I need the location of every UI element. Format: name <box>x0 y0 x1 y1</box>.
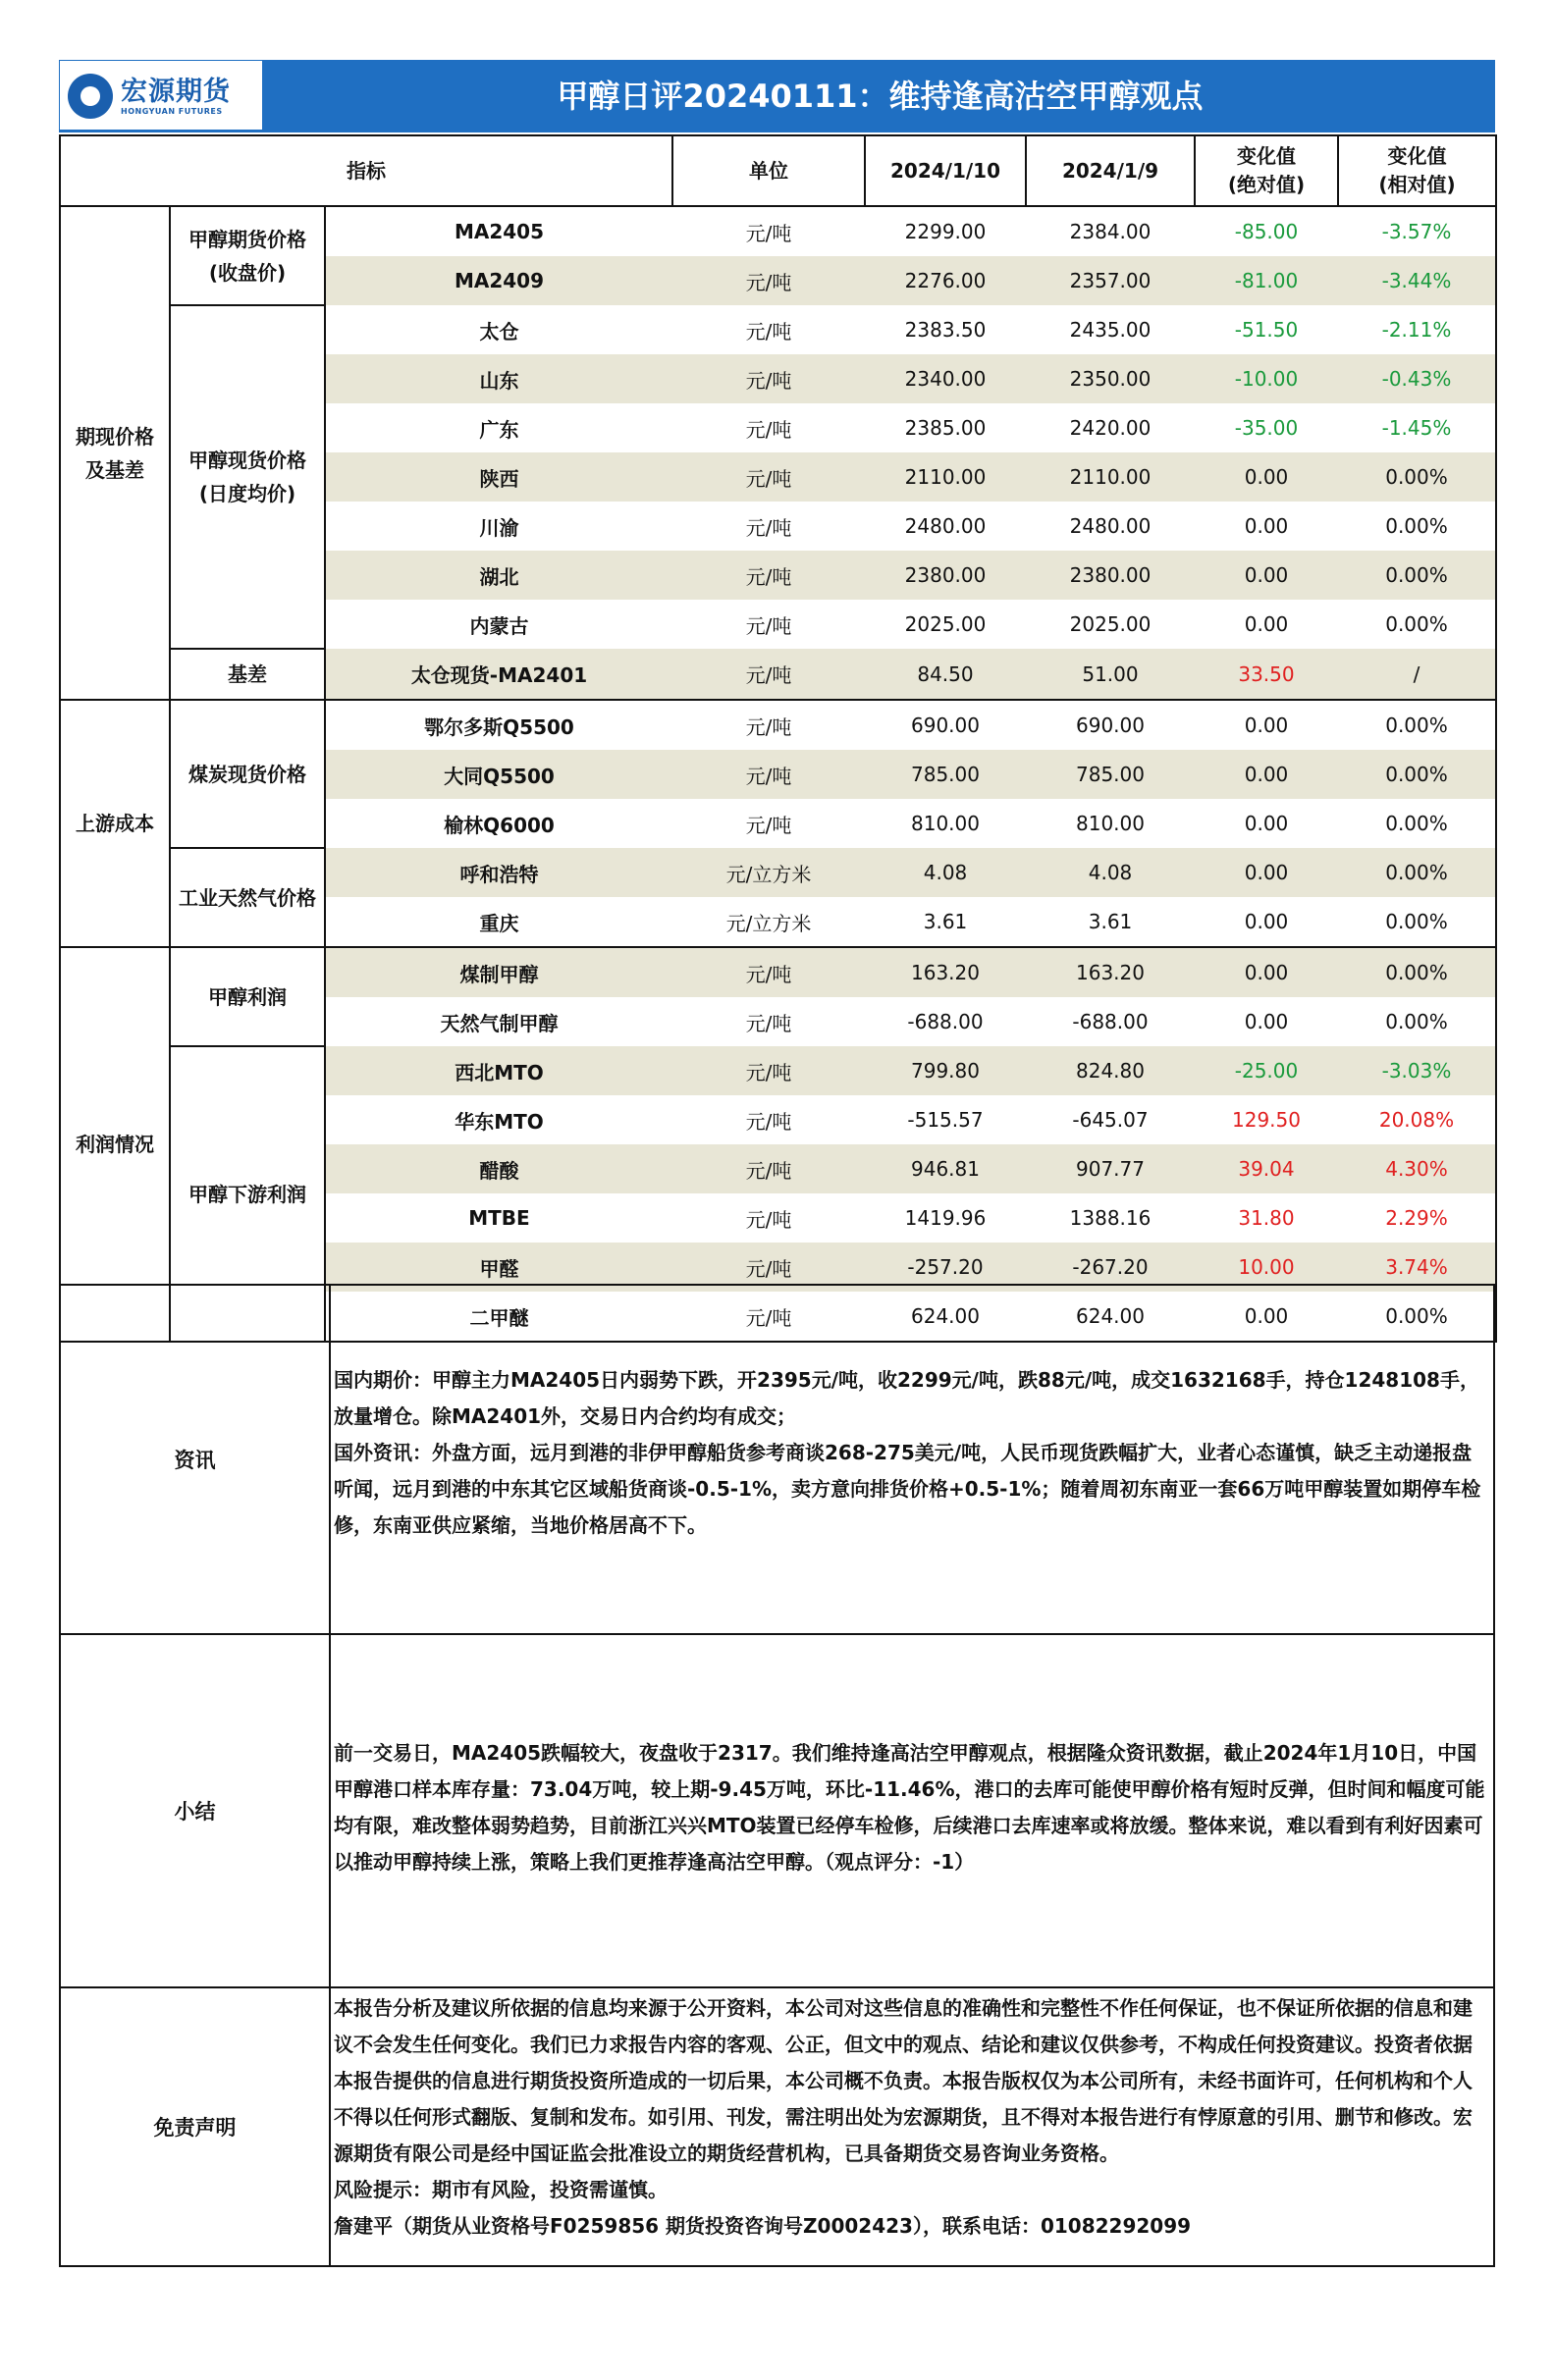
value-date2-cell: 1388.16 <box>1069 1206 1152 1230</box>
indicator-cell: 华东MTO <box>325 1095 672 1144</box>
value-date2-cell: 2480.00 <box>1069 514 1152 538</box>
unit-cell: 元/吨 <box>745 319 792 344</box>
header-indicator: 指标 <box>60 135 672 206</box>
indicator-cell: 煤制甲醇 <box>325 947 672 997</box>
value-date2-cell: -688.00 <box>1072 1010 1149 1033</box>
section-label: 利润情况 <box>60 947 170 1342</box>
indicator-cell: 榆林Q6000 <box>325 799 672 848</box>
rel-change-cell: 0.00% <box>1338 1292 1496 1342</box>
value-date1-cell: 799.80 <box>865 1046 1026 1095</box>
news-section <box>59 1284 1495 1635</box>
abs-change-cell: 0.00 <box>1195 551 1338 600</box>
indicator-table <box>59 134 1497 1343</box>
rel-change-cell: 4.30% <box>1338 1144 1496 1193</box>
abs-change-cell: 0.00 <box>1244 812 1289 835</box>
rel-change-cell: 3.74% <box>1338 1243 1496 1292</box>
summary-paragraph: 前一交易日，MA2405跌幅较大，夜盘收于2317。我们维持逢高沽空甲醇观点，根据隆众资讯数据，截止2024年1月10日，中国甲醇港口样本库存量：73.04万吨，较上期-9.45万吨，环比-11.46%，港口的去库可能使甲醇价格有短时反弹，但时间和幅度可能均有限，难改整体弱势趋势，目前浙江兴兴MTO装置已经停车检修，后续港口去库速率或将放缓。整体来说，难以看到有利好因素可以推动甲醇持续上涨，策略上我们更推荐逢高沽空甲醇。（观点评分：-1） <box>334 1741 1485 1874</box>
indicator-cell: 太仓 <box>325 305 672 354</box>
indicator-cell: 湖北 <box>325 551 672 600</box>
news-paragraph: 国外资讯：外盘方面，远月到港的非伊甲醇船货参考商谈268-275美元/吨，人民币现货跌幅扩大，业者心态谨慎，缺乏主动递报盘听闻，远月到港的中东其它区域船货商谈-0.5-1%，卖方意向排货价格+0.5-1%；随着周初东南亚一套66万吨甲醇装置如期停车检修，东南亚供应紧缩，当地价格居高不下。 <box>334 1441 1481 1537</box>
table-row <box>60 848 1496 897</box>
abs-change-cell: 0.00 <box>1195 750 1338 799</box>
news-body <box>334 1362 1487 1544</box>
group-label: 基差 <box>170 649 325 700</box>
unit-cell: 元/吨 <box>745 813 792 837</box>
rel-change-cell: -3.44% <box>1338 256 1496 305</box>
value-date2-cell: 2435.00 <box>1069 318 1152 342</box>
value-date2-cell: 2350.00 <box>1026 354 1195 403</box>
table-row <box>60 1046 1496 1095</box>
unit-cell: 元/吨 <box>745 417 792 442</box>
indicator-cell: MA2405 <box>325 206 672 256</box>
summary-label: 小结 <box>61 1635 331 1986</box>
abs-change-cell: -10.00 <box>1195 354 1338 403</box>
rel-change-cell: -0.43% <box>1338 354 1496 403</box>
value-date1-cell: 690.00 <box>911 714 980 737</box>
risk-warning: 风险提示：期市有风险，投资需谨慎。 <box>334 2178 668 2201</box>
indicator-cell: 内蒙古 <box>325 600 672 649</box>
value-date1-cell: 2380.00 <box>865 551 1026 600</box>
abs-change-cell: 33.50 <box>1195 649 1338 700</box>
unit-cell: 元/吨 <box>745 221 792 245</box>
value-date1-cell: -515.57 <box>907 1108 984 1132</box>
indicator-cell: 太仓现货-MA2401 <box>325 649 672 700</box>
indicator-cell: 广东 <box>325 403 672 452</box>
disclaimer-section <box>59 1986 1495 2267</box>
value-date2-cell: 2384.00 <box>1069 220 1152 243</box>
news-paragraph: 国内期价：甲醇主力MA2405日内弱势下跌，开2395元/吨，收2299元/吨，跌88元/吨，成交1632168手，持仓1248108手，放量增仓。除MA2401外，交易日内合约均有成交； <box>334 1368 1479 1428</box>
value-date1-cell: 1419.96 <box>904 1206 987 1230</box>
table-row <box>60 206 1496 256</box>
indicator-cell: 山东 <box>325 354 672 403</box>
abs-change-cell: -81.00 <box>1195 256 1338 305</box>
unit-cell: 元/吨 <box>672 354 865 403</box>
rel-change-cell: 0.00% <box>1338 997 1496 1046</box>
header-date2: 2024/1/9 <box>1026 135 1195 206</box>
rel-change-cell: -3.03% <box>1338 1046 1496 1095</box>
disclaimer-paragraph: 本报告分析及建议所依据的信息均来源于公开资料，本公司对这些信息的准确性和完整性不作任何保证，也不保证所依据的信息和建议不会发生任何变化。我们已力求报告内容的客观、公正，但文中的观点、结论和建议仅供参考，不构成任何投资建议。投资者依据本报告提供的信息进行期货投资所造成的一切后果，本公司概不负责。本报告版权仅为本公司所有，未经书面许可，任何机构和个人不得以任何形式翻版、复制和发布。如引用、刊发，需注明出处为宏源期货，且不得对本报告进行有悖原意的引用、删节和修改。宏源期货有限公司是经中国证监会批准设立的期货经营机构，已具备期货交易咨询业务资格。 <box>334 1996 1473 2165</box>
group-label: 甲醇利润 <box>170 947 325 1046</box>
table-row <box>60 649 1496 700</box>
report-title: 甲醇日评20240111：维持逢高沽空甲醇观点 <box>557 78 1204 115</box>
unit-cell: 元/吨 <box>672 1046 865 1095</box>
value-date2-cell: 2380.00 <box>1026 551 1195 600</box>
rel-change-cell: 0.00% <box>1338 848 1496 897</box>
rel-change-cell: -2.11% <box>1338 305 1496 354</box>
header-unit: 单位 <box>672 135 865 206</box>
rel-change-cell: 0.00% <box>1338 750 1496 799</box>
indicator-cell: 大同Q5500 <box>325 750 672 799</box>
rel-change-cell: -3.57% <box>1338 206 1496 256</box>
value-date2-cell: 624.00 <box>1026 1292 1195 1342</box>
unit-cell: 元/吨 <box>672 1243 865 1292</box>
value-date2-cell: 3.61 <box>1026 897 1195 947</box>
rel-change-cell: 0.00% <box>1338 700 1496 750</box>
value-date1-cell: 2385.00 <box>904 416 987 440</box>
logo-cn-text: 宏源期货 <box>121 77 231 107</box>
group-label: 甲醇现货价格 (日度均价) <box>170 305 325 649</box>
value-date1-cell: 946.81 <box>865 1144 1026 1193</box>
value-date1-cell: 2110.00 <box>865 452 1026 502</box>
table-row <box>60 700 1496 750</box>
disclaimer-body <box>334 1990 1487 2245</box>
unit-cell: 元/立方米 <box>672 848 865 897</box>
value-date1-cell: 624.00 <box>865 1292 1026 1342</box>
unit-cell: 元/吨 <box>672 452 865 502</box>
value-date1-cell: 4.08 <box>865 848 1026 897</box>
value-date2-cell: 2357.00 <box>1026 256 1195 305</box>
value-date1-cell: 84.50 <box>865 649 1026 700</box>
value-date1-cell: 2383.50 <box>904 318 987 342</box>
value-date2-cell: 51.00 <box>1026 649 1195 700</box>
abs-change-cell: 0.00 <box>1195 1292 1338 1342</box>
unit-cell: 元/吨 <box>672 256 865 305</box>
abs-change-cell: 129.50 <box>1232 1108 1301 1132</box>
value-date1-cell: -688.00 <box>907 1010 984 1033</box>
value-date2-cell: 2420.00 <box>1069 416 1152 440</box>
indicator-cell: 陕西 <box>325 452 672 502</box>
indicator-cell: 甲醛 <box>325 1243 672 1292</box>
value-date2-cell: 2110.00 <box>1026 452 1195 502</box>
abs-change-cell: 0.00 <box>1195 452 1338 502</box>
section-label: 上游成本 <box>60 700 170 947</box>
unit-cell: 元/吨 <box>672 1144 865 1193</box>
abs-change-cell: 0.00 <box>1244 714 1289 737</box>
rel-change-cell: 0.00% <box>1338 452 1496 502</box>
unit-cell: 元/吨 <box>672 649 865 700</box>
group-label: 煤炭现货价格 <box>170 700 325 848</box>
rel-change-cell: 0.00% <box>1338 600 1496 649</box>
indicator-cell: 二甲醚 <box>325 1292 672 1342</box>
analyst-contact: 詹建平（期货从业资格号F0259856 期货投资咨询号Z0002423），联系电话：01082292099 <box>334 2214 1192 2238</box>
unit-cell: 元/吨 <box>672 750 865 799</box>
abs-change-cell: 0.00 <box>1244 612 1289 636</box>
rel-change-cell: 2.29% <box>1338 1193 1496 1243</box>
indicator-cell: 川渝 <box>325 502 672 551</box>
value-date1-cell: 785.00 <box>865 750 1026 799</box>
rel-change-cell: / <box>1338 649 1496 700</box>
value-date2-cell: -645.07 <box>1072 1108 1149 1132</box>
value-date1-cell: 2480.00 <box>904 514 987 538</box>
summary-body <box>334 1735 1487 1880</box>
rel-change-cell: 0.00% <box>1338 799 1496 848</box>
value-date2-cell: 907.77 <box>1026 1144 1195 1193</box>
value-date1-cell: 810.00 <box>911 812 980 835</box>
table-body <box>60 206 1496 1342</box>
value-date1-cell: 2340.00 <box>865 354 1026 403</box>
table-header-row <box>60 135 1496 206</box>
value-date2-cell: 824.80 <box>1026 1046 1195 1095</box>
news-label: 资讯 <box>61 1286 331 1633</box>
unit-cell: 元/吨 <box>745 1207 792 1232</box>
indicator-cell: 鄂尔多斯Q5500 <box>325 700 672 750</box>
header-abs-change: 变化值 (绝对值) <box>1195 135 1338 206</box>
value-date1-cell: -257.20 <box>865 1243 1026 1292</box>
value-date1-cell: 163.20 <box>865 947 1026 997</box>
logo-mark-icon <box>68 74 113 119</box>
value-date2-cell: 163.20 <box>1026 947 1195 997</box>
header-rel-change: 变化值 (相对值) <box>1338 135 1496 206</box>
indicator-cell: 重庆 <box>325 897 672 947</box>
abs-change-cell: -51.50 <box>1234 318 1299 342</box>
unit-cell: 元/吨 <box>745 714 792 739</box>
indicator-cell: MA2409 <box>325 256 672 305</box>
indicator-cell: 天然气制甲醇 <box>325 997 672 1046</box>
indicator-cell: 呼和浩特 <box>325 848 672 897</box>
value-date1-cell: 2276.00 <box>865 256 1026 305</box>
logo-en-text: HONGYUAN FUTURES <box>121 107 223 116</box>
group-label: 甲醇期货价格 (收盘价) <box>170 206 325 305</box>
rel-change-cell: 20.08% <box>1338 1095 1496 1144</box>
value-date2-cell: 690.00 <box>1076 714 1145 737</box>
abs-change-cell: -25.00 <box>1195 1046 1338 1095</box>
abs-change-cell: 39.04 <box>1195 1144 1338 1193</box>
unit-cell: 元/吨 <box>672 1292 865 1342</box>
abs-change-cell: -85.00 <box>1234 220 1299 243</box>
value-date1-cell: 2299.00 <box>904 220 987 243</box>
abs-change-cell: 31.80 <box>1238 1206 1295 1230</box>
abs-change-cell: 0.00 <box>1244 514 1289 538</box>
section-label: 期现价格 及基差 <box>60 206 170 700</box>
indicator-cell: 西北MTO <box>325 1046 672 1095</box>
unit-cell: 元/吨 <box>745 1109 792 1134</box>
unit-cell: 元/吨 <box>672 551 865 600</box>
company-logo <box>59 60 263 131</box>
abs-change-cell: 0.00 <box>1195 897 1338 947</box>
abs-change-cell: 0.00 <box>1244 1010 1289 1033</box>
value-date1-cell: 3.61 <box>865 897 1026 947</box>
value-date2-cell: 4.08 <box>1026 848 1195 897</box>
rel-change-cell: -1.45% <box>1338 403 1496 452</box>
rel-change-cell: 0.00% <box>1338 947 1496 997</box>
indicator-cell: MTBE <box>325 1193 672 1243</box>
table-row <box>60 305 1496 354</box>
unit-cell: 元/吨 <box>745 1011 792 1035</box>
unit-cell: 元/吨 <box>672 947 865 997</box>
unit-cell: 元/立方米 <box>672 897 865 947</box>
report-header <box>59 60 1495 132</box>
value-date2-cell: 2025.00 <box>1069 612 1152 636</box>
abs-change-cell: 0.00 <box>1195 947 1338 997</box>
abs-change-cell: -35.00 <box>1234 416 1299 440</box>
value-date1-cell: 2025.00 <box>904 612 987 636</box>
group-label: 甲醇下游利润 <box>170 1046 325 1342</box>
summary-section <box>59 1633 1495 1988</box>
unit-cell: 元/吨 <box>745 613 792 638</box>
value-date2-cell: 785.00 <box>1026 750 1195 799</box>
value-date2-cell: -267.20 <box>1026 1243 1195 1292</box>
rel-change-cell: 0.00% <box>1338 502 1496 551</box>
rel-change-cell: 0.00% <box>1338 897 1496 947</box>
group-label: 工业天然气价格 <box>170 848 325 947</box>
unit-cell: 元/吨 <box>745 515 792 540</box>
abs-change-cell: 10.00 <box>1195 1243 1338 1292</box>
table-row <box>60 947 1496 997</box>
rel-change-cell: 0.00% <box>1338 551 1496 600</box>
value-date2-cell: 810.00 <box>1076 812 1145 835</box>
indicator-cell: 醋酸 <box>325 1144 672 1193</box>
header-date1: 2024/1/10 <box>865 135 1026 206</box>
abs-change-cell: 0.00 <box>1195 848 1338 897</box>
disclaimer-label: 免责声明 <box>61 1988 331 2265</box>
